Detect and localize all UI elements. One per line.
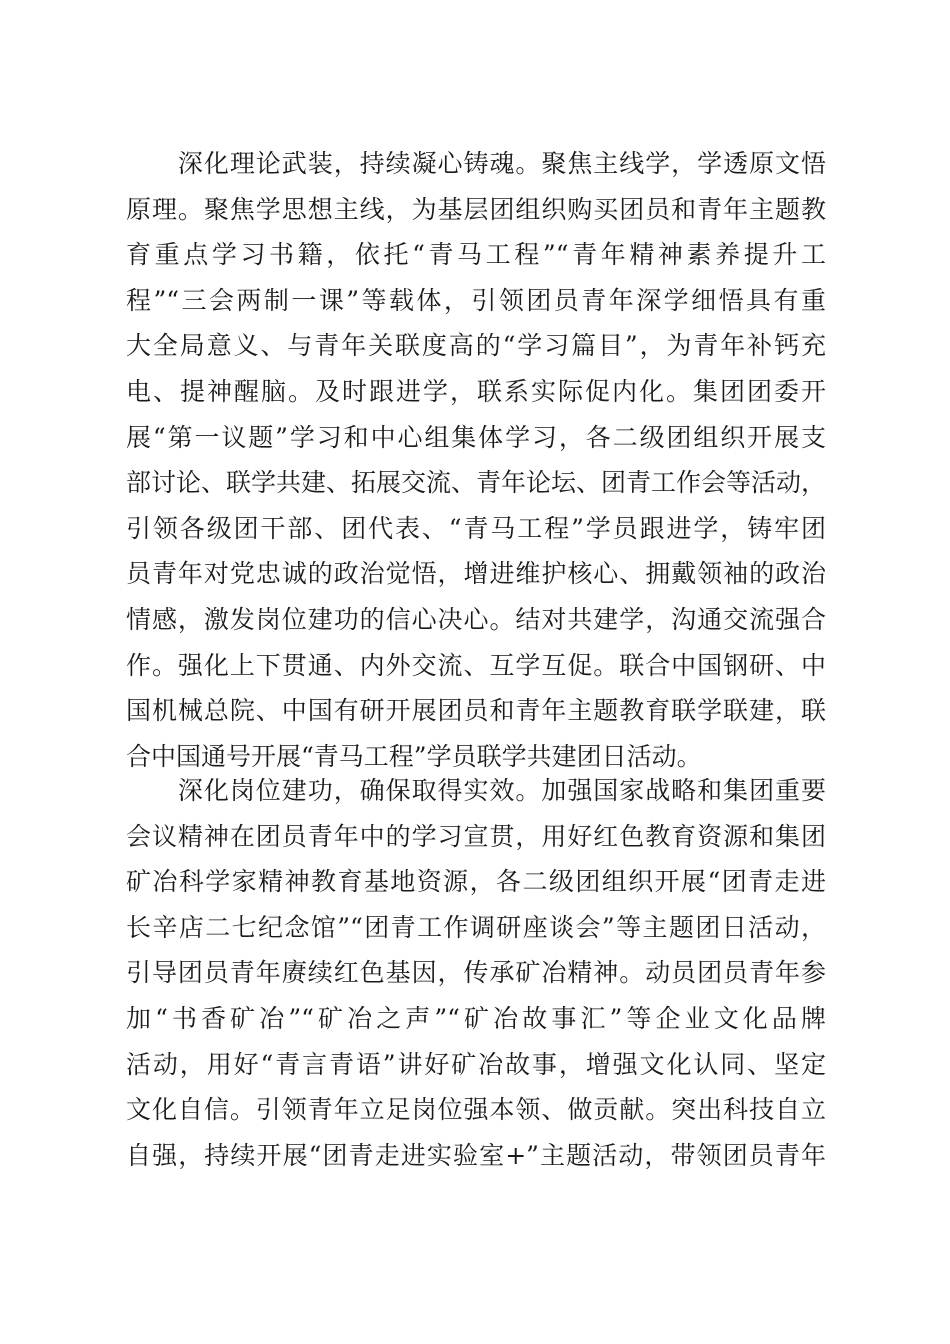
text-line: 程”“三会两制一课”等载体，引领团员青年深学细悟具有重 xyxy=(126,285,826,315)
text-line: 会议精神在团员青年中的学习宣贯，用好红色教育资源和集团 xyxy=(126,821,826,851)
text-line: 引领各级团干部、团代表、“青马工程”学员跟进学，铸牢团 xyxy=(126,513,826,543)
text-line: 矿冶科学家精神教育基地资源，各二级团组织开展“团青走进 xyxy=(126,867,826,897)
text-line: 部讨论、联学共建、拓展交流、青年论坛、团青工作会等活动， xyxy=(126,468,827,498)
text-line: 电、提神醒脑。及时跟进学，联系实际促内化。集团团委开 xyxy=(126,376,826,406)
text-line: 作。强化上下贯通、内外交流、互学互促。联合中国钢研、中 xyxy=(126,650,826,680)
text-line: 加“书香矿冶”“矿冶之声”“矿冶故事汇”等企业文化品牌 xyxy=(126,1003,826,1033)
text-line: 展“第一议题”学习和中心组集体学习，各二级团组织开展支 xyxy=(126,422,826,452)
text-line: 合中国通号开展“青马工程”学员联学共建团日活动。 xyxy=(126,741,702,771)
text-line: 大全局意义、与青年关联度高的“学习篇目”，为青年补钙充 xyxy=(126,331,826,361)
text-line: 文化自信。引领青年立足岗位强本领、做贡献。突出科技自立 xyxy=(126,1095,826,1125)
text-line: 引导团员青年赓续红色基因，传承矿冶精神。动员团员青年参 xyxy=(126,958,826,988)
text-line: 情感，激发岗位建功的信心决心。结对共建学，沟通交流强合 xyxy=(126,604,826,634)
text-line: 原理。聚焦学思想主线，为基层团组织购买团员和青年主题教 xyxy=(126,194,826,224)
text-line: 深化岗位建功，确保取得实效。加强国家战略和集团重要 xyxy=(126,776,826,805)
text-line: 员青年对党忠诚的政治觉悟，增进维护核心、拥戴领袖的政治 xyxy=(126,559,826,589)
text-line: 育重点学习书籍，依托“青马工程”“青年精神素养提升工 xyxy=(126,240,826,270)
text-line: 深化理论武装，持续凝心铸魂。聚焦主线学，学透原文悟 xyxy=(126,149,826,178)
text-line: 自强，持续开展“团青走进实验室+”主题活动，带领团员青年 xyxy=(126,1140,826,1170)
paragraph-theory-study xyxy=(126,141,826,779)
paragraph-post-contribution xyxy=(126,768,826,1178)
text-line: 国机械总院、中国有研开展团员和青年主题教育联学联建，联 xyxy=(126,696,826,726)
text-line: 活动，用好“青言青语”讲好矿冶故事，增强文化认同、坚定 xyxy=(126,1049,826,1079)
text-line: 长辛店二七纪念馆”“团青工作调研座谈会”等主题团日活动， xyxy=(126,912,826,942)
